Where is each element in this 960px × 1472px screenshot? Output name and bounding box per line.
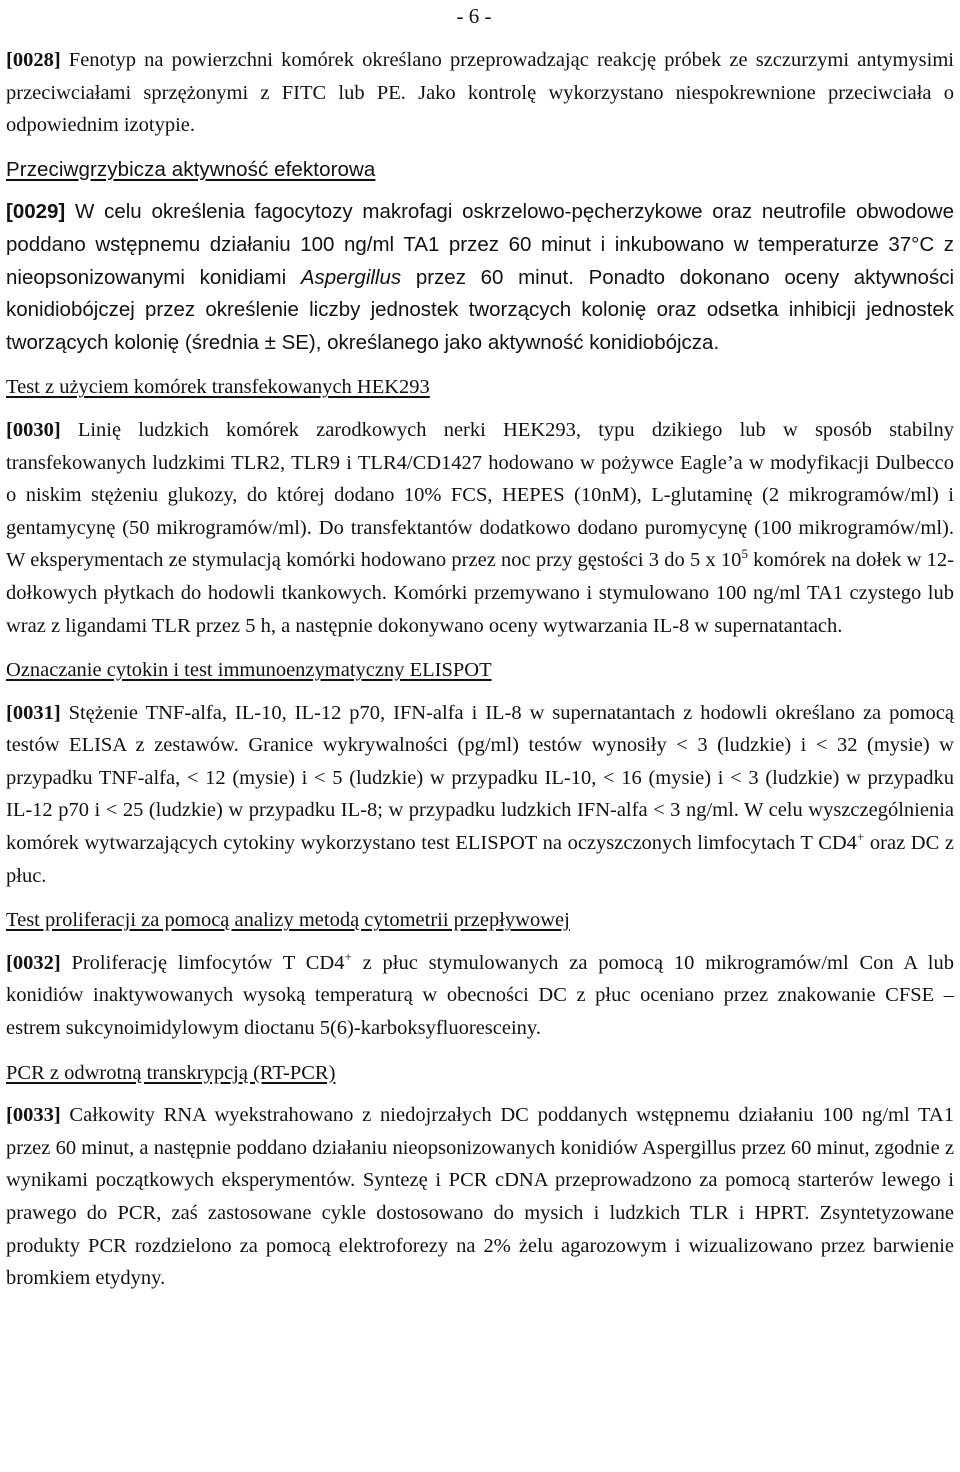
page-number: - 6 -: [456, 4, 492, 28]
paragraph-0029: [6, 196, 954, 359]
paragraph-0032: [6, 947, 954, 1045]
paragraph-text: komórek na dołek w 12-dołkowych płytkach do hodowli tkankowych. Komórki przemywano i stymulowano 100 ng/ml TA1 czystego lub wraz z ligandami TLR przez 5 h, a następnie dokonywano oceny wytwarzania IL-8 w supernatantach.: [6, 549, 954, 637]
paragraph-text: Całkowity RNA wyekstrahowano z niedojrzałych DC poddanych wstępnemu działaniu 100 ng/ml TA1 przez 60 minut, a następnie poddano działaniu nieopsonizowanych konidiów Aspergillus przez 60 minut, zgodnie z wynikami początkowych eksperymentów. Syntezę i PCR cDNA przeprowadzono za pomocą starterów lewego i prawego do PCR, zaś zastosowane cykle dostosowano do mysich i ludzkich TLR i HPRT. Zsyntetyzowane produkty PCR rozdzielono za pomocą elektroforezy na 2% żelu agarozowym i wizualizowano przez barwienie bromkiem etydyny.: [6, 1104, 954, 1290]
paragraph-text: W celu określenia fagocytozy makrofagi oskrzelowo-pęcherzykowe oraz neutrofile obwodowe poddano wstępnemu działaniu 100 ng/ml TA1 przez 60 minut i inkubowano w temperaturze 37°C z nieopsonizowanymi konidiami: [6, 200, 954, 289]
paragraph-text: przez 60 minut.: [401, 265, 574, 289]
paragraph-text: z płuc stymulowanych za pomocą 10 mikrogramów/ml Con A lub konidiów inaktywowanych wysoką temperaturą w obecności DC z płuc oceniano przez znakowanie CFSE – estrem sukcynoimidylowym dioctanu 5(6)-karboksyfluoresceiny.: [6, 951, 954, 1040]
section-heading-cytokines: Oznaczanie cytokin i test immunoenzymatyczny ELISPOT: [6, 659, 492, 682]
paragraph-number: [0028]: [6, 49, 61, 71]
paragraph-0028: [6, 44, 954, 142]
section-heading-proliferation: Test proliferacji za pomocą analizy metodą cytometrii przepływowej: [6, 909, 570, 932]
paragraph-number: [0032]: [6, 951, 61, 974]
superscript: +: [344, 949, 352, 965]
section-heading-antifungal: Przeciwgrzybicza aktywność efektorowa: [6, 157, 376, 181]
paragraph-text: Fenotyp na powierzchni komórek określano przeprowadzając reakcję próbek ze szczurzymi antymysimi przeciwciałami sprzężonymi z FITC lub PE. Jako kontrolę wykorzystano niespokrewnione przeciwciała o odpowiednim izotypie.: [6, 49, 954, 137]
superscript: 5: [741, 546, 748, 562]
paragraph-number: [0031]: [6, 701, 61, 724]
paragraph-text: Linię ludzkich komórek zarodkowych nerki HEK293, typu dzikiego lub w sposób stabilny transfekowanych ludzkimi TLR2, TLR9 i TLR4/CD1427 hodowano w pożywce Eagle’a w modyfikacji Dulbecco o niskim stężeniu glukozy, do której dodano 10% FCS, HEPES (10nM), L-glutaminę (2 mikrogramów/ml) i gentamycynę (50 mikrogramów/ml). Do transfektantów dodatkowo dodano puromycynę (100 mikrogramów/ml). W eksperymentach ze stymulacją komórki hodowano przez noc przy gęstości 3 do 5 x 10: [6, 418, 954, 572]
paragraph-number: [0033]: [6, 1104, 61, 1127]
document-body: [6, 44, 954, 1295]
paragraph-text: Proliferację limfocytów T CD4: [60, 951, 345, 974]
paragraph-number: [0030]: [6, 418, 61, 441]
paragraph-text: Ponadto dokonano oceny aktywności konidiobójczej przez określenie liczby jednostek tworzących kolonię oraz odsetka inhibicji jednostek tworzących kolonię (średnia ± SE), określanego jako aktywność konidiobójcza.: [6, 265, 955, 354]
paragraph-0030: [6, 414, 954, 642]
paragraph-italic-term: Aspergillus: [300, 265, 402, 289]
paragraph-number: [0029]: [6, 200, 66, 224]
paragraph-0033: [6, 1099, 954, 1295]
section-heading-hek293: Test z użyciem komórek transfekowanych HEK293: [6, 376, 430, 399]
section-heading-rt-pcr: PCR z odwrotną transkrypcją (RT-PCR): [6, 1061, 336, 1084]
paragraph-0031: [6, 697, 954, 893]
paragraph-text: Stężenie TNF-alfa, IL-10, IL-12 p70, IFN-alfa i IL-8 w supernatantach z hodowli określano za pomocą testów ELISA z zestawów. Granice wykrywalności (pg/ml) testów wynosiły < 3 (ludzkie) i < 32 (mysie) w przypadku TNF-alfa, < 12 (mysie) i < 5 (ludzkie) w przypadku IL-10, < 16 (mysie) i < 3 (ludzkie) w przypadku IL-12 p70 i < 25 (ludzkie) w przypadku IL-8; w przypadku ludzkich IFN-alfa < 3 ng/ml. W celu wyszczególnienia komórek wytwarzających cytokiny wykorzystano test ELISPOT na oczyszczonych limfocytach T CD4: [6, 701, 954, 855]
paragraph-text: oraz DC z płuc.: [6, 832, 954, 887]
superscript: +: [856, 829, 865, 845]
